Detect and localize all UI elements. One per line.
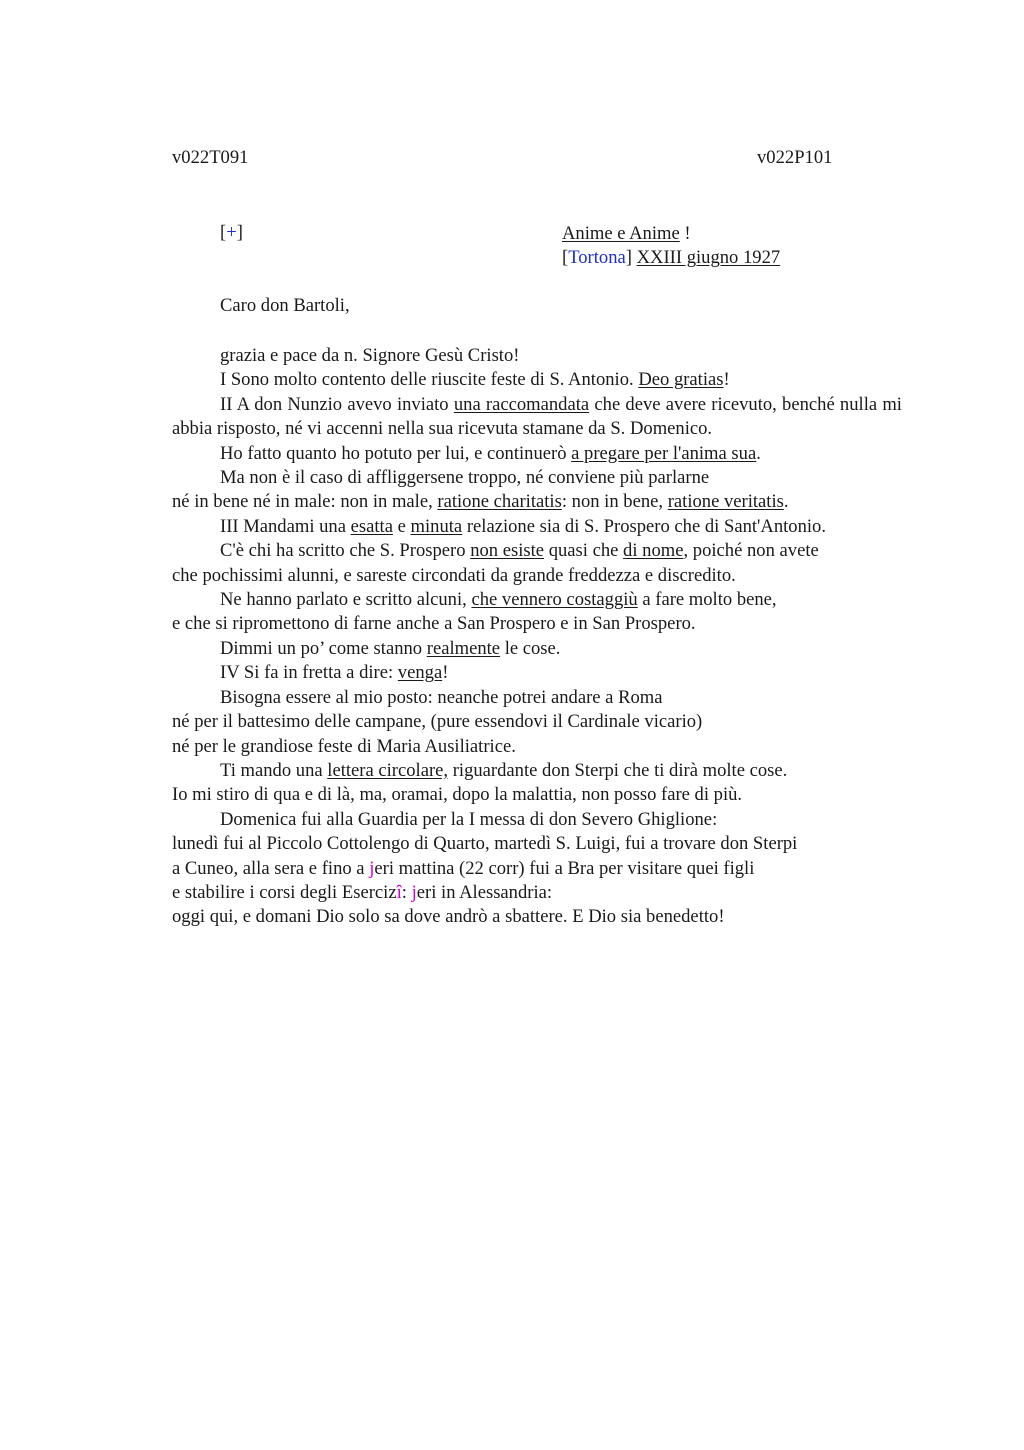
body-line: III Mandami una esatta e minuta relazione sia di S. Prospero che di Sant'Antonio. [220, 515, 826, 537]
body-line: e stabilire i corsi degli Esercizî: jeri in Alessandria: [172, 881, 553, 903]
body-line: Ti mando una lettera circolare, riguardante don Sterpi che ti dirà molte cose. [220, 759, 788, 781]
marker-open-bracket: [ [220, 222, 227, 243]
letter-heading: Anime e Anime [562, 223, 680, 244]
variant-letter: j [369, 857, 375, 879]
body-line: Ne hanno parlato e scritto alcuni, che vennero costaggiù a fare molto bene, [220, 589, 777, 611]
plus-icon: + [226, 222, 237, 243]
body-line: lunedì fui al Piccolo Cottolengo di Quarto, martedì S. Luigi, fui a trovare don Sterpi [172, 833, 798, 855]
letter-place: Tortona [568, 247, 626, 269]
letter-title-block [562, 222, 780, 271]
body-line: Ma non è il caso di affliggersene troppo, né conviene più parlarne [220, 467, 710, 489]
body-line: che pochissimi alunni, e sareste circondati da grande freddezza e discredito. [172, 564, 736, 586]
body-line: Dimmi un po’ come stanno realmente le cose. [220, 637, 561, 659]
body-line: I Sono molto contento delle riuscite feste di S. Antonio. Deo gratias! [220, 369, 730, 391]
letter-dateline [562, 246, 780, 270]
body-line: grazia e pace da n. Signore Gesù Cristo! [220, 345, 520, 366]
letter-heading-suffix: ! [679, 223, 691, 244]
letter-date: XXIII giugno 1927 [636, 247, 781, 269]
header-right-code: v022P101 [757, 147, 833, 168]
body-line: a Cuneo, alla sera e fino a jeri mattina (22 corr) fui a Bra per visitare quei figli [172, 857, 755, 879]
letter-body [172, 344, 902, 930]
body-line: né in bene né in male: non in male, ratione charitatis: non in bene, ratione veritatis. [172, 491, 789, 513]
body-line: Ho fatto quanto ho potuto per lui, e continuerò a pregare per l'anima sua. [220, 442, 761, 464]
place-close-bracket: ] [625, 247, 637, 269]
marker-close-bracket: ] [236, 222, 243, 243]
salutation: Caro don Bartoli, [220, 295, 350, 316]
body-line: e che si ripromettono di farne anche a San Prospero e in San Prospero. [172, 613, 696, 635]
place-open-bracket: [ [562, 247, 569, 269]
body-line: né per le grandiose feste di Maria Ausiliatrice. [172, 735, 516, 757]
body-line: Bisogna essere al mio posto: neanche potrei andare a Roma [220, 686, 663, 708]
body-line: Io mi stiro di qua e di là, ma, oramai, dopo la malattia, non posso fare di più. [172, 784, 743, 806]
body-line: C'è chi ha scritto che S. Prospero non esiste quasi che di nome, poiché non avete [220, 540, 819, 562]
header-left-code: v022T091 [172, 147, 249, 168]
body-line: oggi qui, e domani Dio solo sa dove andrò a sbattere. E Dio sia benedetto! [172, 906, 725, 928]
body-paragraph: II A don Nunzio avevo inviato una raccomandata che deve avere ricevuto, benché nulla mi abbia risposto, né vi accenni nella sua ricevuta stamane da S. Domenico. [172, 393, 902, 440]
variant-letter: î [396, 881, 402, 903]
variant-letter: j [411, 881, 417, 903]
body-line: né per il battesimo delle campane, (pure essendovi il Cardinale vicario) [172, 711, 703, 733]
letter-heading-line [562, 222, 780, 246]
body-line: Domenica fui alla Guardia per la I messa di don Severo Ghiglione: [220, 808, 718, 830]
body-line: IV Si fa in fretta a dire: venga! [220, 662, 449, 684]
editorial-marker [220, 222, 243, 244]
